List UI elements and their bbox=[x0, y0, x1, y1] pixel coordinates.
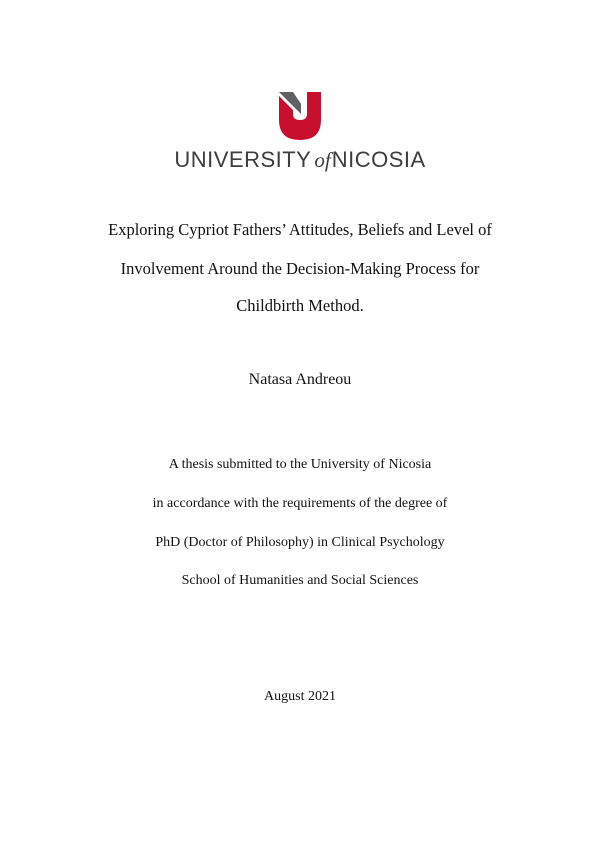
thesis-title-line-2: Involvement Around the Decision-Making Process for bbox=[120, 259, 480, 278]
university-wordmark bbox=[0, 147, 600, 173]
wordmark-university: UNIVERSITY bbox=[174, 147, 312, 172]
submission-line-3: PhD (Doctor of Philosophy) in Clinical Psychology bbox=[155, 535, 445, 550]
submission-line-2: in accordance with the requirements of the degree of bbox=[152, 496, 448, 511]
submission-line-1: A thesis submitted to the University of Nicosia bbox=[168, 457, 432, 472]
thesis-title-line-3: Childbirth Method. bbox=[236, 296, 364, 315]
wordmark-nicosia: NICOSIA bbox=[331, 147, 426, 172]
university-logo bbox=[0, 92, 600, 140]
submission-line-4: School of Humanities and Social Sciences bbox=[181, 573, 419, 588]
submission-date: August 2021 bbox=[264, 689, 336, 704]
logo-red-shape bbox=[279, 92, 321, 140]
university-shield-icon bbox=[279, 92, 321, 140]
wordmark-of: of bbox=[314, 148, 331, 172]
thesis-title-line-1: Exploring Cypriot Fathers’ Attitudes, Beliefs and Level of bbox=[108, 220, 492, 239]
author-name: Natasa Andreou bbox=[248, 371, 352, 388]
